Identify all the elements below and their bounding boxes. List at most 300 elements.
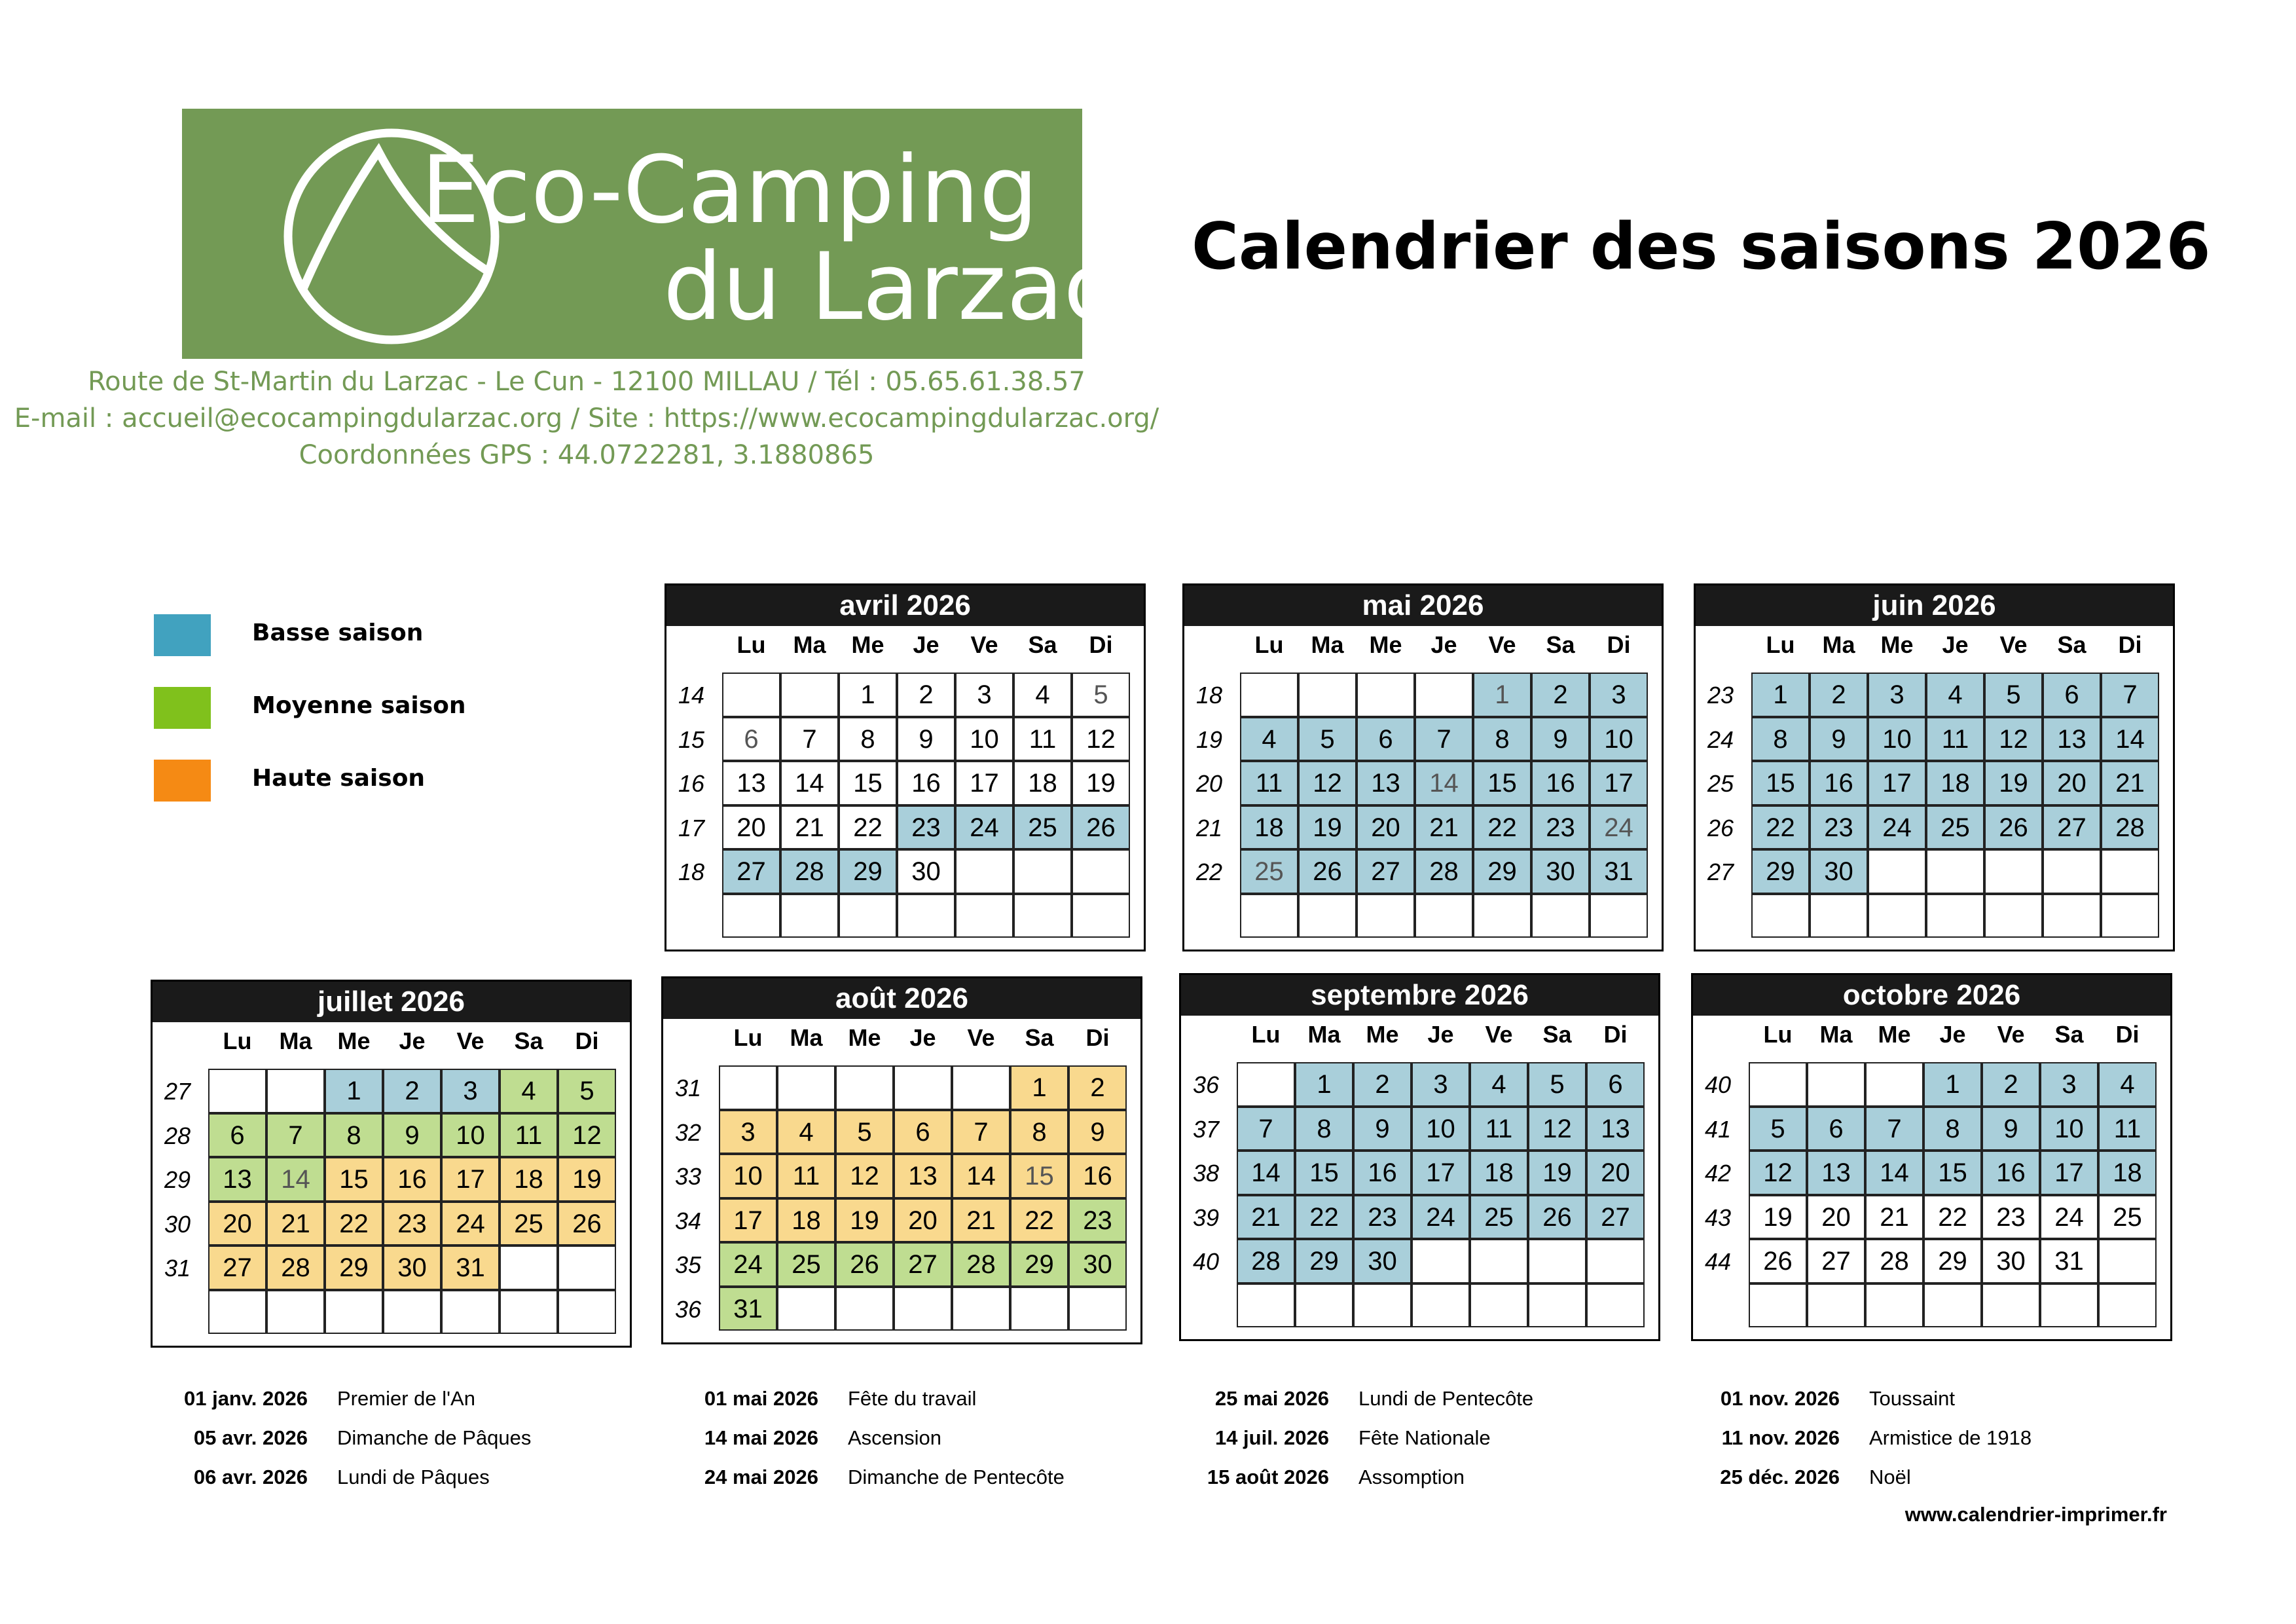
holiday-date: 01 janv. 2026 — [183, 1387, 308, 1410]
weekday-header: Ma — [1819, 1021, 1853, 1048]
day-cell: 26 — [835, 1242, 894, 1287]
empty-cell — [208, 1290, 266, 1335]
weekday-header: Ma — [1311, 631, 1344, 658]
legend-swatch — [154, 614, 211, 656]
empty-cell — [1470, 1283, 1528, 1328]
week-number: 24 — [1707, 726, 1734, 753]
day-cell: 3 — [1868, 673, 1926, 717]
month-calendar — [1179, 973, 1660, 1341]
empty-cell — [266, 1069, 325, 1113]
day-cell: 11 — [1470, 1107, 1528, 1151]
weekday-header: Ve — [1999, 631, 2028, 658]
empty-cell — [1807, 1283, 1865, 1328]
week-number: 22 — [1195, 858, 1223, 885]
month-title: juillet 2026 — [153, 982, 630, 1022]
empty-cell — [1868, 894, 1926, 938]
empty-cell — [325, 1290, 383, 1335]
holiday-name: Armistice de 1918 — [1869, 1426, 2032, 1449]
day-cell: 11 — [1013, 717, 1072, 762]
legend-label: Moyenne saison — [252, 692, 466, 719]
week-number: 40 — [1704, 1071, 1732, 1098]
address-line: Route de St-Martin du Larzac - Le Cun - 12100 MILLAU / Tél : 05.65.61.38.57 — [88, 367, 1085, 397]
day-cell: 10 — [955, 717, 1013, 762]
day-cell: 20 — [1586, 1151, 1645, 1195]
day-cell: 27 — [2043, 805, 2101, 850]
day-cell: 10 — [1412, 1107, 1470, 1151]
day-cell: 29 — [1473, 849, 1531, 894]
day-cell: 10 — [441, 1113, 500, 1158]
day-cell: 2 — [383, 1069, 441, 1113]
week-number: 39 — [1192, 1204, 1220, 1231]
day-cell: 27 — [1586, 1195, 1645, 1240]
day-cell: 21 — [266, 1202, 325, 1246]
holiday-name: Lundi de Pentecôte — [1358, 1387, 1534, 1410]
empty-cell — [1807, 1062, 1865, 1107]
day-cell: 2 — [1531, 673, 1590, 717]
day-cell: 23 — [1068, 1198, 1127, 1243]
empty-cell — [722, 673, 780, 717]
day-cell: 19 — [1072, 761, 1130, 805]
week-number: 30 — [164, 1210, 191, 1238]
day-cell: 18 — [2098, 1151, 2157, 1195]
holiday-date: 14 mai 2026 — [704, 1426, 818, 1449]
day-cell: 24 — [719, 1242, 777, 1287]
week-number: 15 — [678, 726, 705, 753]
weekday-header: Je — [399, 1027, 426, 1054]
day-cell: 9 — [1353, 1107, 1412, 1151]
page-title: Calendrier des saisons 2026 — [1192, 210, 2211, 284]
weekday-header: Ve — [967, 1024, 995, 1051]
empty-cell — [955, 894, 1013, 938]
day-cell: 16 — [1810, 761, 1868, 805]
day-cell: 26 — [1072, 805, 1130, 850]
weekday-header: Di — [1607, 631, 1631, 658]
day-cell: 16 — [1068, 1154, 1127, 1198]
day-grid — [719, 1065, 1127, 1331]
empty-cell — [839, 894, 897, 938]
month-calendar — [151, 980, 632, 1348]
empty-cell — [1868, 849, 1926, 894]
day-cell: 17 — [2040, 1151, 2098, 1195]
empty-cell — [2043, 849, 2101, 894]
holiday-date: 14 juil. 2026 — [1214, 1426, 1329, 1449]
holiday-name: Toussaint — [1869, 1387, 1955, 1410]
day-cell: 8 — [1751, 717, 1810, 762]
day-cell: 9 — [1068, 1110, 1127, 1154]
weekday-header: Me — [1878, 1021, 1911, 1048]
day-cell: 15 — [1295, 1151, 1353, 1195]
day-cell: 1 — [325, 1069, 383, 1113]
empty-cell — [1237, 1062, 1295, 1107]
weekday-header: Lu — [737, 631, 766, 658]
weekday-header: Lu — [1251, 1021, 1281, 1048]
week-number: 21 — [1195, 814, 1223, 841]
empty-cell — [1412, 1239, 1470, 1283]
day-cell: 12 — [1528, 1107, 1586, 1151]
week-number: 19 — [1195, 726, 1223, 753]
day-cell: 25 — [500, 1202, 558, 1246]
legend-swatch — [154, 760, 211, 802]
empty-cell — [1357, 894, 1415, 938]
holiday-name: Lundi de Pâques — [337, 1466, 490, 1488]
day-cell: 27 — [722, 849, 780, 894]
weekday-header: Sa — [514, 1027, 543, 1054]
day-cell: 3 — [955, 673, 1013, 717]
holiday-date: 01 nov. 2026 — [1720, 1387, 1840, 1410]
day-cell: 24 — [1412, 1195, 1470, 1240]
empty-cell — [2101, 849, 2159, 894]
day-cell: 22 — [839, 805, 897, 850]
weekday-header: Di — [1603, 1021, 1628, 1048]
empty-cell — [1298, 673, 1357, 717]
day-cell: 1 — [1473, 673, 1531, 717]
empty-cell — [722, 894, 780, 938]
day-cell: 27 — [1357, 849, 1415, 894]
day-cell: 26 — [1298, 849, 1357, 894]
week-number: 35 — [674, 1251, 702, 1278]
day-cell: 19 — [1749, 1195, 1807, 1240]
day-cell: 15 — [1751, 761, 1810, 805]
weekday-header: Ve — [970, 631, 998, 658]
empty-cell — [1590, 894, 1648, 938]
weekday-header: Ma — [1822, 631, 1855, 658]
weekday-header: Di — [1085, 1024, 1110, 1051]
weekday-header: Lu — [1766, 631, 1795, 658]
day-cell: 26 — [1749, 1239, 1807, 1283]
day-cell: 26 — [1984, 805, 2043, 850]
week-number: 42 — [1704, 1160, 1732, 1187]
week-number: 36 — [674, 1295, 702, 1323]
holiday-name: Fête Nationale — [1358, 1426, 1491, 1449]
day-cell: 3 — [441, 1069, 500, 1113]
week-number: 34 — [674, 1207, 702, 1234]
empty-cell — [383, 1290, 441, 1335]
day-cell: 25 — [1240, 849, 1298, 894]
day-grid — [1751, 673, 2160, 938]
holiday-name: Dimanche de Pâques — [337, 1426, 532, 1449]
day-cell: 29 — [839, 849, 897, 894]
day-cell: 13 — [1357, 761, 1415, 805]
day-cell: 20 — [722, 805, 780, 850]
day-cell: 31 — [719, 1287, 777, 1331]
week-number: 25 — [1707, 770, 1734, 797]
day-cell: 15 — [1473, 761, 1531, 805]
empty-cell — [500, 1290, 558, 1335]
empty-cell — [955, 849, 1013, 894]
day-cell: 7 — [2101, 673, 2159, 717]
month-calendar — [665, 583, 1146, 951]
day-cell: 1 — [839, 673, 897, 717]
day-cell: 23 — [1353, 1195, 1412, 1240]
weekday-header: Ma — [790, 1024, 823, 1051]
empty-cell — [1357, 673, 1415, 717]
day-cell: 19 — [1528, 1151, 1586, 1195]
day-cell: 20 — [894, 1198, 952, 1243]
empty-cell — [719, 1065, 777, 1110]
day-cell: 13 — [1586, 1107, 1645, 1151]
day-cell: 6 — [1807, 1107, 1865, 1151]
week-number: 41 — [1704, 1115, 1732, 1143]
day-cell: 27 — [1807, 1239, 1865, 1283]
day-cell: 14 — [952, 1154, 1010, 1198]
empty-cell — [500, 1246, 558, 1290]
day-cell: 12 — [558, 1113, 616, 1158]
day-cell: 20 — [208, 1202, 266, 1246]
day-cell: 7 — [266, 1113, 325, 1158]
legend-swatch — [154, 687, 211, 729]
day-cell: 1 — [1010, 1065, 1068, 1110]
day-cell: 29 — [1010, 1242, 1068, 1287]
website-link[interactable]: www.calendrier-imprimer.fr — [1904, 1503, 2167, 1526]
day-cell: 24 — [955, 805, 1013, 850]
weekday-header: Me — [1366, 1021, 1399, 1048]
day-cell: 18 — [1470, 1151, 1528, 1195]
day-cell: 19 — [1984, 761, 2043, 805]
empty-cell — [2040, 1283, 2098, 1328]
day-cell: 28 — [952, 1242, 1010, 1287]
weekday-header: Je — [1430, 631, 1457, 658]
empty-cell — [1353, 1283, 1412, 1328]
day-cell: 18 — [1013, 761, 1072, 805]
empty-cell — [1068, 1287, 1127, 1331]
day-cell: 28 — [780, 849, 839, 894]
empty-cell — [2043, 894, 2101, 938]
legend-label: Basse saison — [252, 619, 424, 646]
day-cell: 30 — [1068, 1242, 1127, 1287]
day-cell: 28 — [2101, 805, 2159, 850]
day-cell: 11 — [777, 1154, 835, 1198]
holiday-name: Assomption — [1358, 1466, 1465, 1488]
logo — [182, 109, 1115, 359]
empty-cell — [266, 1290, 325, 1335]
day-cell: 3 — [1412, 1062, 1470, 1107]
holiday-date: 06 avr. 2026 — [193, 1466, 308, 1488]
day-cell: 12 — [835, 1154, 894, 1198]
week-number: 44 — [1704, 1248, 1732, 1275]
day-cell: 12 — [1072, 717, 1130, 762]
day-cell: 1 — [1295, 1062, 1353, 1107]
day-cell: 7 — [780, 717, 839, 762]
day-cell: 31 — [2040, 1239, 2098, 1283]
week-number: 40 — [1192, 1248, 1220, 1275]
holiday-date: 25 déc. 2026 — [1720, 1466, 1840, 1488]
day-cell: 10 — [719, 1154, 777, 1198]
day-cell: 2 — [1353, 1062, 1412, 1107]
day-cell: 4 — [777, 1110, 835, 1154]
day-cell: 24 — [2040, 1195, 2098, 1240]
holiday-name: Dimanche de Pentecôte — [848, 1466, 1065, 1488]
month-calendar — [1694, 583, 2175, 951]
day-cell: 7 — [1237, 1107, 1295, 1151]
weekday-header: Di — [1089, 631, 1113, 658]
week-number: 38 — [1192, 1160, 1220, 1187]
empty-cell — [780, 894, 839, 938]
day-cell: 18 — [1240, 805, 1298, 850]
week-number: 28 — [164, 1122, 191, 1149]
day-cell: 8 — [1010, 1110, 1068, 1154]
day-cell: 6 — [1586, 1062, 1645, 1107]
day-cell: 24 — [441, 1202, 500, 1246]
day-cell: 17 — [719, 1198, 777, 1243]
day-cell: 4 — [1240, 717, 1298, 762]
day-cell: 13 — [208, 1157, 266, 1202]
holiday-date: 15 août 2026 — [1207, 1466, 1329, 1488]
day-cell: 15 — [839, 761, 897, 805]
week-number: 27 — [1707, 858, 1734, 885]
day-cell: 4 — [1926, 673, 1984, 717]
day-cell: 11 — [1926, 717, 1984, 762]
day-cell: 22 — [325, 1202, 383, 1246]
week-number: 37 — [1192, 1115, 1220, 1143]
day-cell: 29 — [325, 1246, 383, 1290]
day-cell: 10 — [1590, 717, 1648, 762]
weekday-header: Me — [848, 1024, 881, 1051]
empty-cell — [952, 1065, 1010, 1110]
day-cell: 20 — [1807, 1195, 1865, 1240]
weekday-header: Ve — [1485, 1021, 1513, 1048]
empty-cell — [897, 894, 955, 938]
day-cell: 4 — [1470, 1062, 1528, 1107]
month-calendar — [661, 976, 1142, 1344]
day-cell: 30 — [1982, 1239, 2040, 1283]
empty-cell — [2098, 1239, 2157, 1283]
week-number: 31 — [164, 1255, 191, 1282]
week-number: 18 — [678, 858, 705, 885]
day-cell: 14 — [266, 1157, 325, 1202]
day-grid — [1240, 673, 1649, 938]
day-cell: 2 — [1810, 673, 1868, 717]
month-title: avril 2026 — [666, 585, 1144, 626]
weekday-header: Lu — [733, 1024, 763, 1051]
month-title: août 2026 — [663, 978, 1140, 1019]
day-cell: 23 — [897, 805, 955, 850]
empty-cell — [1984, 894, 2043, 938]
week-number: 33 — [674, 1163, 702, 1190]
empty-cell — [1751, 894, 1810, 938]
day-cell: 29 — [1923, 1239, 1982, 1283]
holiday-date: 05 avr. 2026 — [193, 1426, 308, 1449]
empty-cell — [1984, 849, 2043, 894]
day-cell: 5 — [835, 1110, 894, 1154]
day-grid — [722, 673, 1131, 938]
day-cell: 21 — [780, 805, 839, 850]
week-number: 23 — [1707, 682, 1734, 709]
day-cell: 21 — [1237, 1195, 1295, 1240]
week-number: 18 — [1195, 682, 1223, 709]
week-number: 31 — [674, 1075, 702, 1101]
holiday-name: Fête du travail — [848, 1387, 977, 1410]
day-cell: 24 — [1868, 805, 1926, 850]
week-number: 27 — [164, 1078, 191, 1105]
empty-cell — [558, 1246, 616, 1290]
weekday-header: Ma — [279, 1027, 312, 1054]
empty-cell — [1810, 894, 1868, 938]
day-cell: 25 — [777, 1242, 835, 1287]
empty-cell — [1240, 894, 1298, 938]
day-cell: 5 — [1984, 673, 2043, 717]
day-cell: 14 — [2101, 717, 2159, 762]
gps-line: Coordonnées GPS : 44.0722281, 3.1880865 — [299, 440, 875, 470]
month-calendar — [1182, 583, 1664, 951]
day-cell: 28 — [1865, 1239, 1923, 1283]
day-cell: 17 — [441, 1157, 500, 1202]
day-cell: 20 — [1357, 805, 1415, 850]
empty-cell — [441, 1290, 500, 1335]
day-cell: 27 — [208, 1246, 266, 1290]
day-cell: 2 — [1982, 1062, 2040, 1107]
weekday-header: Lu — [223, 1027, 252, 1054]
empty-cell — [952, 1287, 1010, 1331]
week-number: 29 — [164, 1166, 191, 1193]
day-cell: 21 — [2101, 761, 2159, 805]
week-number: 26 — [1707, 814, 1734, 841]
day-cell: 29 — [1751, 849, 1810, 894]
day-cell: 30 — [897, 849, 955, 894]
empty-cell — [894, 1065, 952, 1110]
empty-cell — [1415, 894, 1473, 938]
holiday-date: 11 nov. 2026 — [1721, 1426, 1840, 1449]
day-cell: 29 — [1295, 1239, 1353, 1283]
day-cell: 10 — [2040, 1107, 2098, 1151]
day-cell: 8 — [1923, 1107, 1982, 1151]
day-cell: 21 — [1865, 1195, 1923, 1240]
day-cell: 2 — [1068, 1065, 1127, 1110]
empty-cell — [1926, 894, 1984, 938]
empty-cell — [1072, 849, 1130, 894]
day-cell: 20 — [2043, 761, 2101, 805]
holiday-name: Noël — [1869, 1466, 1911, 1488]
week-number: 14 — [678, 682, 705, 709]
day-cell: 6 — [208, 1113, 266, 1158]
day-cell: 4 — [2098, 1062, 2157, 1107]
day-cell: 7 — [1865, 1107, 1923, 1151]
logo-line-2: du Larzac — [663, 233, 1115, 341]
day-cell: 22 — [1923, 1195, 1982, 1240]
day-cell: 12 — [1984, 717, 2043, 762]
week-number: 32 — [674, 1118, 702, 1146]
day-cell: 26 — [558, 1202, 616, 1246]
day-cell: 8 — [325, 1113, 383, 1158]
day-cell: 22 — [1295, 1195, 1353, 1240]
empty-cell — [1865, 1062, 1923, 1107]
holiday-name: Ascension — [848, 1426, 942, 1449]
day-cell: 3 — [719, 1110, 777, 1154]
day-cell: 9 — [1982, 1107, 2040, 1151]
month-calendar — [1691, 973, 2172, 1341]
day-cell: 6 — [722, 717, 780, 762]
day-cell: 10 — [1868, 717, 1926, 762]
day-cell: 11 — [500, 1113, 558, 1158]
day-cell: 27 — [894, 1242, 952, 1287]
day-cell: 3 — [2040, 1062, 2098, 1107]
empty-cell — [1298, 894, 1357, 938]
month-title: mai 2026 — [1184, 585, 1662, 626]
empty-cell — [1586, 1239, 1645, 1283]
day-cell: 13 — [1807, 1151, 1865, 1195]
empty-cell — [1923, 1283, 1982, 1328]
weekday-header: Me — [851, 631, 884, 658]
week-number: 17 — [678, 814, 705, 841]
day-cell: 12 — [1298, 761, 1357, 805]
day-grid — [208, 1069, 617, 1334]
weekday-header: Sa — [2054, 1021, 2084, 1048]
day-cell: 17 — [955, 761, 1013, 805]
empty-cell — [1926, 849, 1984, 894]
day-cell: 6 — [894, 1110, 952, 1154]
day-cell: 3 — [1590, 673, 1648, 717]
weekday-header: Ma — [1307, 1021, 1341, 1048]
day-cell: 28 — [1237, 1239, 1295, 1283]
